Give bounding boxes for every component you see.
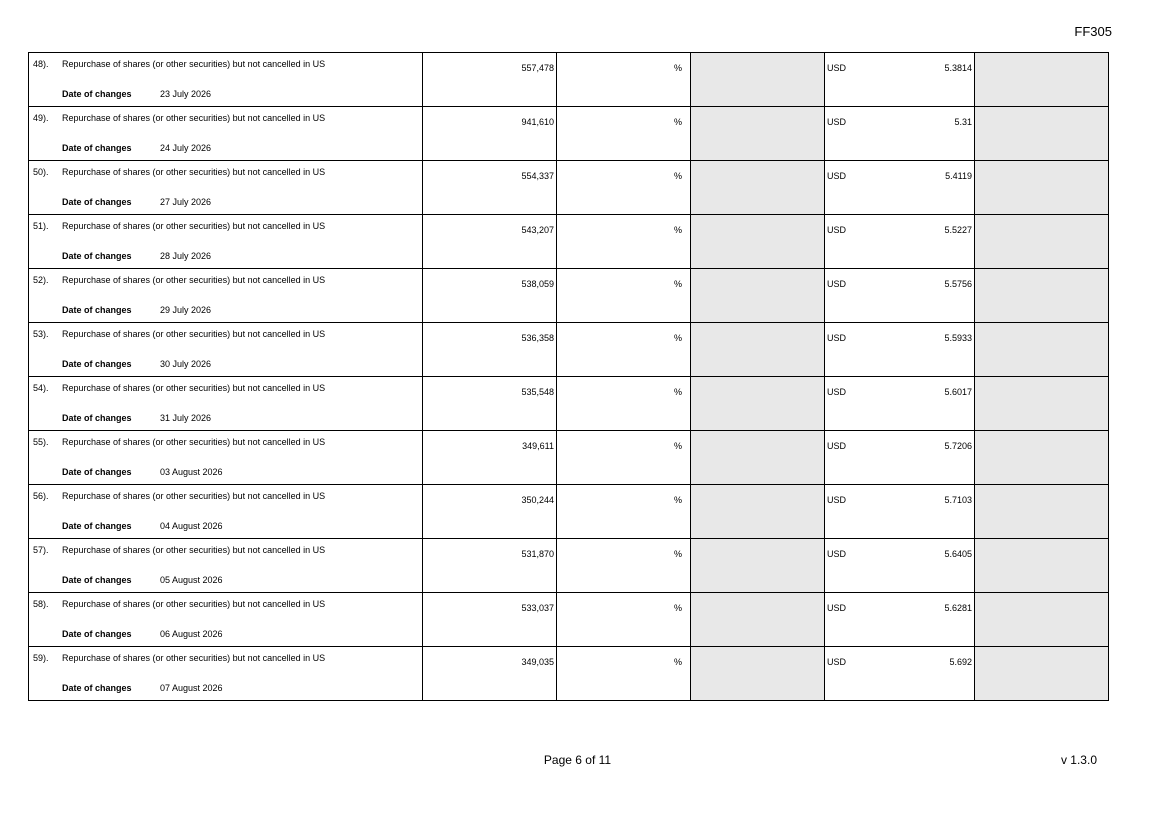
share-count: 538,059 — [521, 279, 554, 289]
shaded-cell — [691, 323, 825, 377]
price-value: 5.6281 — [944, 603, 972, 613]
price-cell — [825, 431, 975, 485]
percent-symbol: % — [673, 387, 682, 397]
share-count: 543,207 — [521, 225, 554, 235]
shares-cell — [423, 647, 557, 701]
shaded-cell — [975, 53, 1109, 107]
price-cell — [825, 647, 975, 701]
share-count: 557,478 — [521, 63, 554, 73]
percent-cell — [557, 107, 691, 161]
date-value: 05 August 2026 — [160, 575, 223, 585]
table-row — [29, 107, 1109, 161]
currency-label: USD — [827, 549, 847, 559]
description-cell — [29, 215, 423, 269]
price-cell — [825, 323, 975, 377]
date-value: 29 July 2026 — [160, 305, 212, 315]
share-count: 531,870 — [521, 549, 554, 559]
percent-cell — [557, 593, 691, 647]
currency-label: USD — [827, 495, 847, 505]
shaded-cell — [975, 323, 1109, 377]
currency-label: USD — [827, 657, 847, 667]
price-value: 5.5756 — [944, 279, 972, 289]
row-description: Repurchase of shares (or other securities) but not cancelled in US — [62, 437, 326, 447]
row-description: Repurchase of shares (or other securities) but not cancelled in US — [62, 653, 326, 663]
percent-symbol: % — [673, 657, 682, 667]
date-label: Date of changes — [62, 305, 132, 315]
percent-cell — [557, 215, 691, 269]
share-count: 349,035 — [521, 657, 554, 667]
price-value: 5.4119 — [945, 171, 972, 181]
row-number: 52). — [33, 275, 49, 285]
shaded-cell — [975, 161, 1109, 215]
currency-label: USD — [827, 171, 847, 181]
date-label: Date of changes — [62, 575, 132, 585]
percent-cell — [557, 53, 691, 107]
page-number: Page 6 of 11 — [543, 753, 612, 767]
shaded-cell — [975, 431, 1109, 485]
price-value: 5.5227 — [944, 225, 972, 235]
date-label: Date of changes — [62, 251, 132, 261]
shaded-cell — [975, 593, 1109, 647]
row-description: Repurchase of shares (or other securities) but not cancelled in US — [62, 275, 326, 285]
percent-symbol: % — [673, 333, 682, 343]
row-number: 49). — [33, 113, 49, 123]
date-value: 03 August 2026 — [160, 467, 223, 477]
table-row — [29, 485, 1109, 539]
price-value: 5.3814 — [944, 63, 972, 73]
currency-label: USD — [827, 225, 847, 235]
shaded-cell — [691, 431, 825, 485]
table-row — [29, 323, 1109, 377]
date-value: 30 July 2026 — [160, 359, 212, 369]
shaded-cell — [975, 107, 1109, 161]
repurchase-table — [28, 52, 1109, 701]
price-cell — [825, 107, 975, 161]
row-number: 57). — [33, 545, 49, 555]
table-row — [29, 593, 1109, 647]
shaded-cell — [691, 539, 825, 593]
shaded-cell — [975, 215, 1109, 269]
percent-cell — [557, 647, 691, 701]
shares-cell — [423, 269, 557, 323]
row-number: 59). — [33, 653, 49, 663]
row-description: Repurchase of shares (or other securities) but not cancelled in US — [62, 599, 326, 609]
price-cell — [825, 269, 975, 323]
description-cell — [29, 593, 423, 647]
description-cell — [29, 161, 423, 215]
date-value: 31 July 2026 — [160, 413, 212, 423]
currency-label: USD — [827, 603, 847, 613]
share-count: 554,337 — [521, 171, 554, 181]
row-number: 51). — [33, 221, 49, 231]
share-count: 350,244 — [521, 495, 554, 505]
table-row — [29, 161, 1109, 215]
percent-cell — [557, 539, 691, 593]
shaded-cell — [975, 539, 1109, 593]
date-label: Date of changes — [62, 467, 132, 477]
price-cell — [825, 593, 975, 647]
table-body — [29, 53, 1109, 701]
row-description: Repurchase of shares (or other securities) but not cancelled in US — [62, 545, 326, 555]
row-number: 55). — [33, 437, 49, 447]
share-count: 533,037 — [521, 603, 554, 613]
percent-symbol: % — [673, 549, 682, 559]
shaded-cell — [975, 377, 1109, 431]
currency-label: USD — [827, 279, 847, 289]
percent-symbol: % — [673, 225, 682, 235]
shaded-cell — [691, 377, 825, 431]
row-description: Repurchase of shares (or other securities) but not cancelled in US — [62, 167, 326, 177]
shares-cell — [423, 53, 557, 107]
currency-label: USD — [827, 333, 847, 343]
date-label: Date of changes — [62, 197, 132, 207]
currency-label: USD — [827, 387, 847, 397]
price-value: 5.7206 — [944, 441, 972, 451]
percent-cell — [557, 431, 691, 485]
shares-cell — [423, 431, 557, 485]
description-cell — [29, 485, 423, 539]
price-cell — [825, 485, 975, 539]
date-value: 07 August 2026 — [160, 683, 223, 693]
shaded-cell — [975, 269, 1109, 323]
shaded-cell — [975, 647, 1109, 701]
percent-cell — [557, 485, 691, 539]
row-number: 58). — [33, 599, 49, 609]
percent-cell — [557, 161, 691, 215]
row-number: 56). — [33, 491, 49, 501]
description-cell — [29, 647, 423, 701]
currency-label: USD — [827, 441, 847, 451]
shares-cell — [423, 377, 557, 431]
price-value: 5.6017 — [944, 387, 972, 397]
percent-symbol: % — [673, 279, 682, 289]
percent-cell — [557, 323, 691, 377]
price-value: 5.6405 — [944, 549, 972, 559]
row-number: 48). — [33, 59, 49, 69]
price-value: 5.31 — [954, 117, 972, 127]
date-value: 24 July 2026 — [160, 143, 212, 153]
shaded-cell — [691, 485, 825, 539]
shaded-cell — [691, 53, 825, 107]
shaded-cell — [691, 215, 825, 269]
description-cell — [29, 431, 423, 485]
date-value: 27 July 2026 — [160, 197, 212, 207]
shares-cell — [423, 323, 557, 377]
price-cell — [825, 53, 975, 107]
table-row — [29, 269, 1109, 323]
price-value: 5.7103 — [944, 495, 972, 505]
shaded-cell — [691, 269, 825, 323]
description-cell — [29, 269, 423, 323]
shaded-cell — [691, 107, 825, 161]
shares-cell — [423, 215, 557, 269]
description-cell — [29, 323, 423, 377]
shares-cell — [423, 161, 557, 215]
shares-cell — [423, 593, 557, 647]
row-description: Repurchase of shares (or other securities) but not cancelled in US — [62, 491, 326, 501]
percent-symbol: % — [673, 63, 682, 73]
share-count: 349,611 — [522, 441, 554, 451]
percent-symbol: % — [673, 495, 682, 505]
percent-symbol: % — [673, 441, 682, 451]
shaded-cell — [691, 593, 825, 647]
form-code: FF305 — [1074, 24, 1112, 39]
date-label: Date of changes — [62, 143, 132, 153]
share-count: 941,610 — [521, 117, 554, 127]
price-value: 5.5933 — [944, 333, 972, 343]
row-description: Repurchase of shares (or other securities) but not cancelled in US — [62, 329, 326, 339]
currency-label: USD — [827, 117, 847, 127]
share-count: 536,358 — [521, 333, 554, 343]
shares-cell — [423, 485, 557, 539]
date-label: Date of changes — [62, 683, 132, 693]
date-label: Date of changes — [62, 629, 132, 639]
version-label: v 1.3.0 — [1060, 753, 1097, 767]
table-row — [29, 539, 1109, 593]
date-label: Date of changes — [62, 521, 132, 531]
share-count: 535,548 — [521, 387, 554, 397]
shaded-cell — [691, 161, 825, 215]
row-number: 53). — [33, 329, 49, 339]
table-row — [29, 53, 1109, 107]
date-value: 04 August 2026 — [160, 521, 223, 531]
percent-symbol: % — [673, 603, 682, 613]
price-cell — [825, 215, 975, 269]
row-number: 50). — [33, 167, 49, 177]
row-description: Repurchase of shares (or other securities) but not cancelled in US — [62, 113, 326, 123]
date-label: Date of changes — [62, 359, 132, 369]
price-value: 5.692 — [949, 657, 972, 667]
shaded-cell — [975, 485, 1109, 539]
price-cell — [825, 377, 975, 431]
percent-cell — [557, 377, 691, 431]
description-cell — [29, 377, 423, 431]
date-value: 28 July 2026 — [160, 251, 212, 261]
currency-label: USD — [827, 63, 847, 73]
shares-cell — [423, 107, 557, 161]
table-row — [29, 377, 1109, 431]
percent-symbol: % — [673, 171, 682, 181]
price-cell — [825, 539, 975, 593]
shaded-cell — [691, 647, 825, 701]
shares-cell — [423, 539, 557, 593]
description-cell — [29, 539, 423, 593]
percent-symbol: % — [673, 117, 682, 127]
row-number: 54). — [33, 383, 49, 393]
date-label: Date of changes — [62, 413, 132, 423]
date-value: 23 July 2026 — [160, 89, 212, 99]
table-row — [29, 647, 1109, 701]
price-cell — [825, 161, 975, 215]
description-cell — [29, 107, 423, 161]
date-value: 06 August 2026 — [160, 629, 223, 639]
date-label: Date of changes — [62, 89, 132, 99]
percent-cell — [557, 269, 691, 323]
table-row — [29, 431, 1109, 485]
row-description: Repurchase of shares (or other securities) but not cancelled in US — [62, 383, 326, 393]
description-cell — [29, 53, 423, 107]
row-description: Repurchase of shares (or other securities) but not cancelled in US — [62, 221, 326, 231]
row-description: Repurchase of shares (or other securities) but not cancelled in US — [62, 59, 326, 69]
table-row — [29, 215, 1109, 269]
